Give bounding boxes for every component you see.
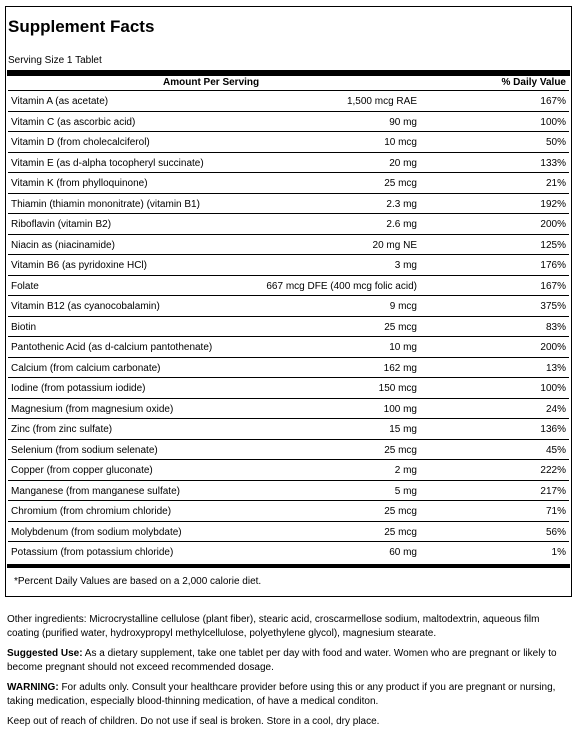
table-row bbox=[8, 357, 569, 378]
table-row bbox=[8, 213, 569, 234]
table-row bbox=[8, 90, 569, 111]
nutrient-daily-value: 192% bbox=[540, 198, 566, 210]
nutrient-name: Chromium (from chromium chloride) bbox=[11, 506, 172, 517]
warning bbox=[7, 681, 573, 709]
nutrient-name: Iodine (from potassium iodide) bbox=[11, 383, 146, 394]
nutrient-name: Vitamin B6 (as pyridoxine HCl) bbox=[11, 260, 147, 271]
nutrient-name: Folate bbox=[11, 280, 39, 292]
nutrient-name: Thiamin (thiamin mononitrate) (vitamin B1) bbox=[11, 198, 200, 210]
nutrient-daily-value: 100% bbox=[540, 383, 566, 394]
daily-value-header: % Daily Value bbox=[501, 77, 566, 88]
table-row bbox=[8, 111, 569, 132]
nutrient-name: Manganese (from manganese sulfate) bbox=[11, 485, 180, 497]
nutrient-amount: 25 mcg bbox=[384, 506, 417, 517]
nutrient-daily-value: 56% bbox=[545, 526, 566, 538]
nutrient-name: Vitamin E (as d-alpha tocopheryl succinate) bbox=[11, 157, 204, 169]
table-row bbox=[8, 336, 569, 357]
nutrient-daily-value: 375% bbox=[540, 301, 566, 312]
nutrient-amount: 10 mcg bbox=[384, 137, 417, 148]
table-row bbox=[8, 295, 569, 316]
table-row bbox=[8, 480, 569, 501]
nutrient-amount: 10 mg bbox=[389, 342, 417, 353]
nutrient-daily-value: 24% bbox=[545, 403, 566, 415]
nutrient-amount: 2.3 mg bbox=[386, 198, 417, 210]
nutrient-name: Vitamin D (from cholecalciferol) bbox=[11, 137, 150, 148]
nutrient-amount: 162 mg bbox=[383, 362, 417, 374]
thick-divider bbox=[7, 564, 570, 568]
nutrient-daily-value: 50% bbox=[545, 137, 566, 148]
table-row bbox=[8, 439, 569, 460]
nutrient-amount: 25 mcg bbox=[384, 444, 417, 456]
nutrient-name: Riboflavin (vitamin B2) bbox=[11, 219, 112, 230]
table-row bbox=[8, 541, 569, 562]
nutrient-amount: 2.6 mg bbox=[386, 219, 417, 230]
nutrient-amount: 5 mg bbox=[394, 485, 417, 497]
nutrient-name: Selenium (from sodium selenate) bbox=[11, 444, 158, 456]
nutrient-amount: 100 mg bbox=[383, 403, 417, 415]
nutrient-amount: 60 mg bbox=[389, 547, 417, 558]
suggested-use-label: Suggested Use: bbox=[7, 648, 83, 659]
nutrient-amount: 90 mg bbox=[389, 116, 417, 128]
nutrient-daily-value: 71% bbox=[545, 506, 566, 517]
nutrient-name: Pantothenic Acid (as d-calcium pantothenate) bbox=[11, 342, 213, 353]
nutrient-amount: 1,500 mcg RAE bbox=[346, 96, 417, 107]
table-row bbox=[8, 398, 569, 419]
table-row bbox=[8, 254, 569, 275]
nutrient-daily-value: 222% bbox=[540, 465, 566, 476]
nutrient-name: Biotin bbox=[11, 321, 37, 333]
warning-label: WARNING: bbox=[7, 682, 59, 693]
nutrient-table bbox=[8, 90, 569, 562]
table-row bbox=[8, 418, 569, 439]
nutrient-daily-value: 125% bbox=[540, 239, 566, 251]
table-row bbox=[8, 316, 569, 337]
nutrient-daily-value: 83% bbox=[545, 321, 566, 333]
table-row bbox=[8, 131, 569, 152]
nutrient-amount: 150 mcg bbox=[378, 383, 417, 394]
nutrient-daily-value: 133% bbox=[540, 157, 566, 169]
table-row bbox=[8, 377, 569, 398]
nutrient-name: Calcium (from calcium carbonate) bbox=[11, 362, 161, 374]
nutrient-amount: 20 mg NE bbox=[372, 239, 417, 251]
nutrient-daily-value: 176% bbox=[540, 260, 566, 271]
nutrient-daily-value: 100% bbox=[540, 116, 566, 128]
nutrient-name: Vitamin K (from phylloquinone) bbox=[11, 178, 148, 189]
nutrient-name: Potassium (from potassium chloride) bbox=[11, 547, 174, 558]
nutrient-daily-value: 1% bbox=[551, 547, 566, 558]
serving-size: Serving Size 1 Tablet bbox=[8, 55, 102, 66]
suggested-use bbox=[7, 647, 573, 675]
nutrient-name: Magnesium (from magnesium oxide) bbox=[11, 403, 174, 415]
table-row bbox=[8, 172, 569, 193]
nutrient-name: Vitamin C (as ascorbic acid) bbox=[11, 116, 136, 128]
nutrient-amount: 20 mg bbox=[389, 157, 417, 169]
daily-value-footnote: *Percent Daily Values are based on a 2,000 calorie diet. bbox=[14, 576, 262, 587]
nutrient-amount: 25 mcg bbox=[384, 526, 417, 538]
nutrient-daily-value: 200% bbox=[540, 342, 566, 353]
table-row bbox=[8, 152, 569, 173]
table-row bbox=[8, 521, 569, 542]
table-row bbox=[8, 234, 569, 255]
nutrient-daily-value: 21% bbox=[545, 178, 566, 189]
nutrient-name: Molybdenum (from sodium molybdate) bbox=[11, 526, 182, 538]
nutrient-daily-value: 167% bbox=[540, 280, 566, 292]
nutrient-daily-value: 167% bbox=[540, 96, 566, 107]
panel-title: Supplement Facts bbox=[8, 17, 155, 36]
nutrient-name: Copper (from copper gluconate) bbox=[11, 465, 153, 476]
nutrient-name: Vitamin B12 (as cyanocobalamin) bbox=[11, 301, 160, 312]
nutrient-daily-value: 200% bbox=[540, 219, 566, 230]
nutrient-amount: 9 mcg bbox=[389, 301, 417, 312]
nutrient-daily-value: 217% bbox=[540, 485, 566, 497]
nutrient-name: Vitamin A (as acetate) bbox=[11, 96, 109, 107]
thick-divider bbox=[7, 70, 570, 76]
nutrient-amount: 3 mg bbox=[394, 260, 417, 271]
table-row bbox=[8, 500, 569, 521]
nutrient-name: Zinc (from zinc sulfate) bbox=[11, 424, 113, 435]
nutrient-amount: 25 mcg bbox=[384, 178, 417, 189]
amount-header: Amount Per Serving bbox=[163, 77, 260, 88]
table-row bbox=[8, 275, 569, 296]
storage-note: Keep out of reach of children. Do not use if seal is broken. Store in a cool, dry place. bbox=[7, 716, 380, 727]
nutrient-amount: 15 mg bbox=[389, 424, 417, 435]
table-row bbox=[8, 193, 569, 214]
nutrient-daily-value: 13% bbox=[545, 362, 566, 374]
nutrient-daily-value: 136% bbox=[540, 424, 566, 435]
nutrient-name: Niacin as (niacinamide) bbox=[11, 239, 115, 251]
nutrient-amount: 2 mg bbox=[394, 465, 417, 476]
nutrient-amount: 25 mcg bbox=[384, 321, 417, 333]
suggested-use-text: As a dietary supplement, take one tablet per day with food and water. Women who are pregnant or likely to become pregnant should not exceed recommended dosage. bbox=[7, 648, 557, 673]
table-row bbox=[8, 459, 569, 480]
warning-text: For adults only. Consult your healthcare provider before using this or any product if you are pregnant or nursing, taking medication, especially blood-thinning medication, of have a medical conditon. bbox=[7, 682, 556, 707]
column-header bbox=[8, 77, 569, 91]
other-ingredients: Other ingredients: Microcrystalline cellulose (plant fiber), stearic acid, croscarmellose sodium, maltodextrin, aqueous film coating (purified water, hydroxypropyl methylcellulose, polyethylene glycol), magnesium stearate. bbox=[7, 614, 540, 639]
nutrient-amount: 667 mcg DFE (400 mcg folic acid) bbox=[266, 280, 417, 292]
nutrient-daily-value: 45% bbox=[545, 444, 566, 456]
